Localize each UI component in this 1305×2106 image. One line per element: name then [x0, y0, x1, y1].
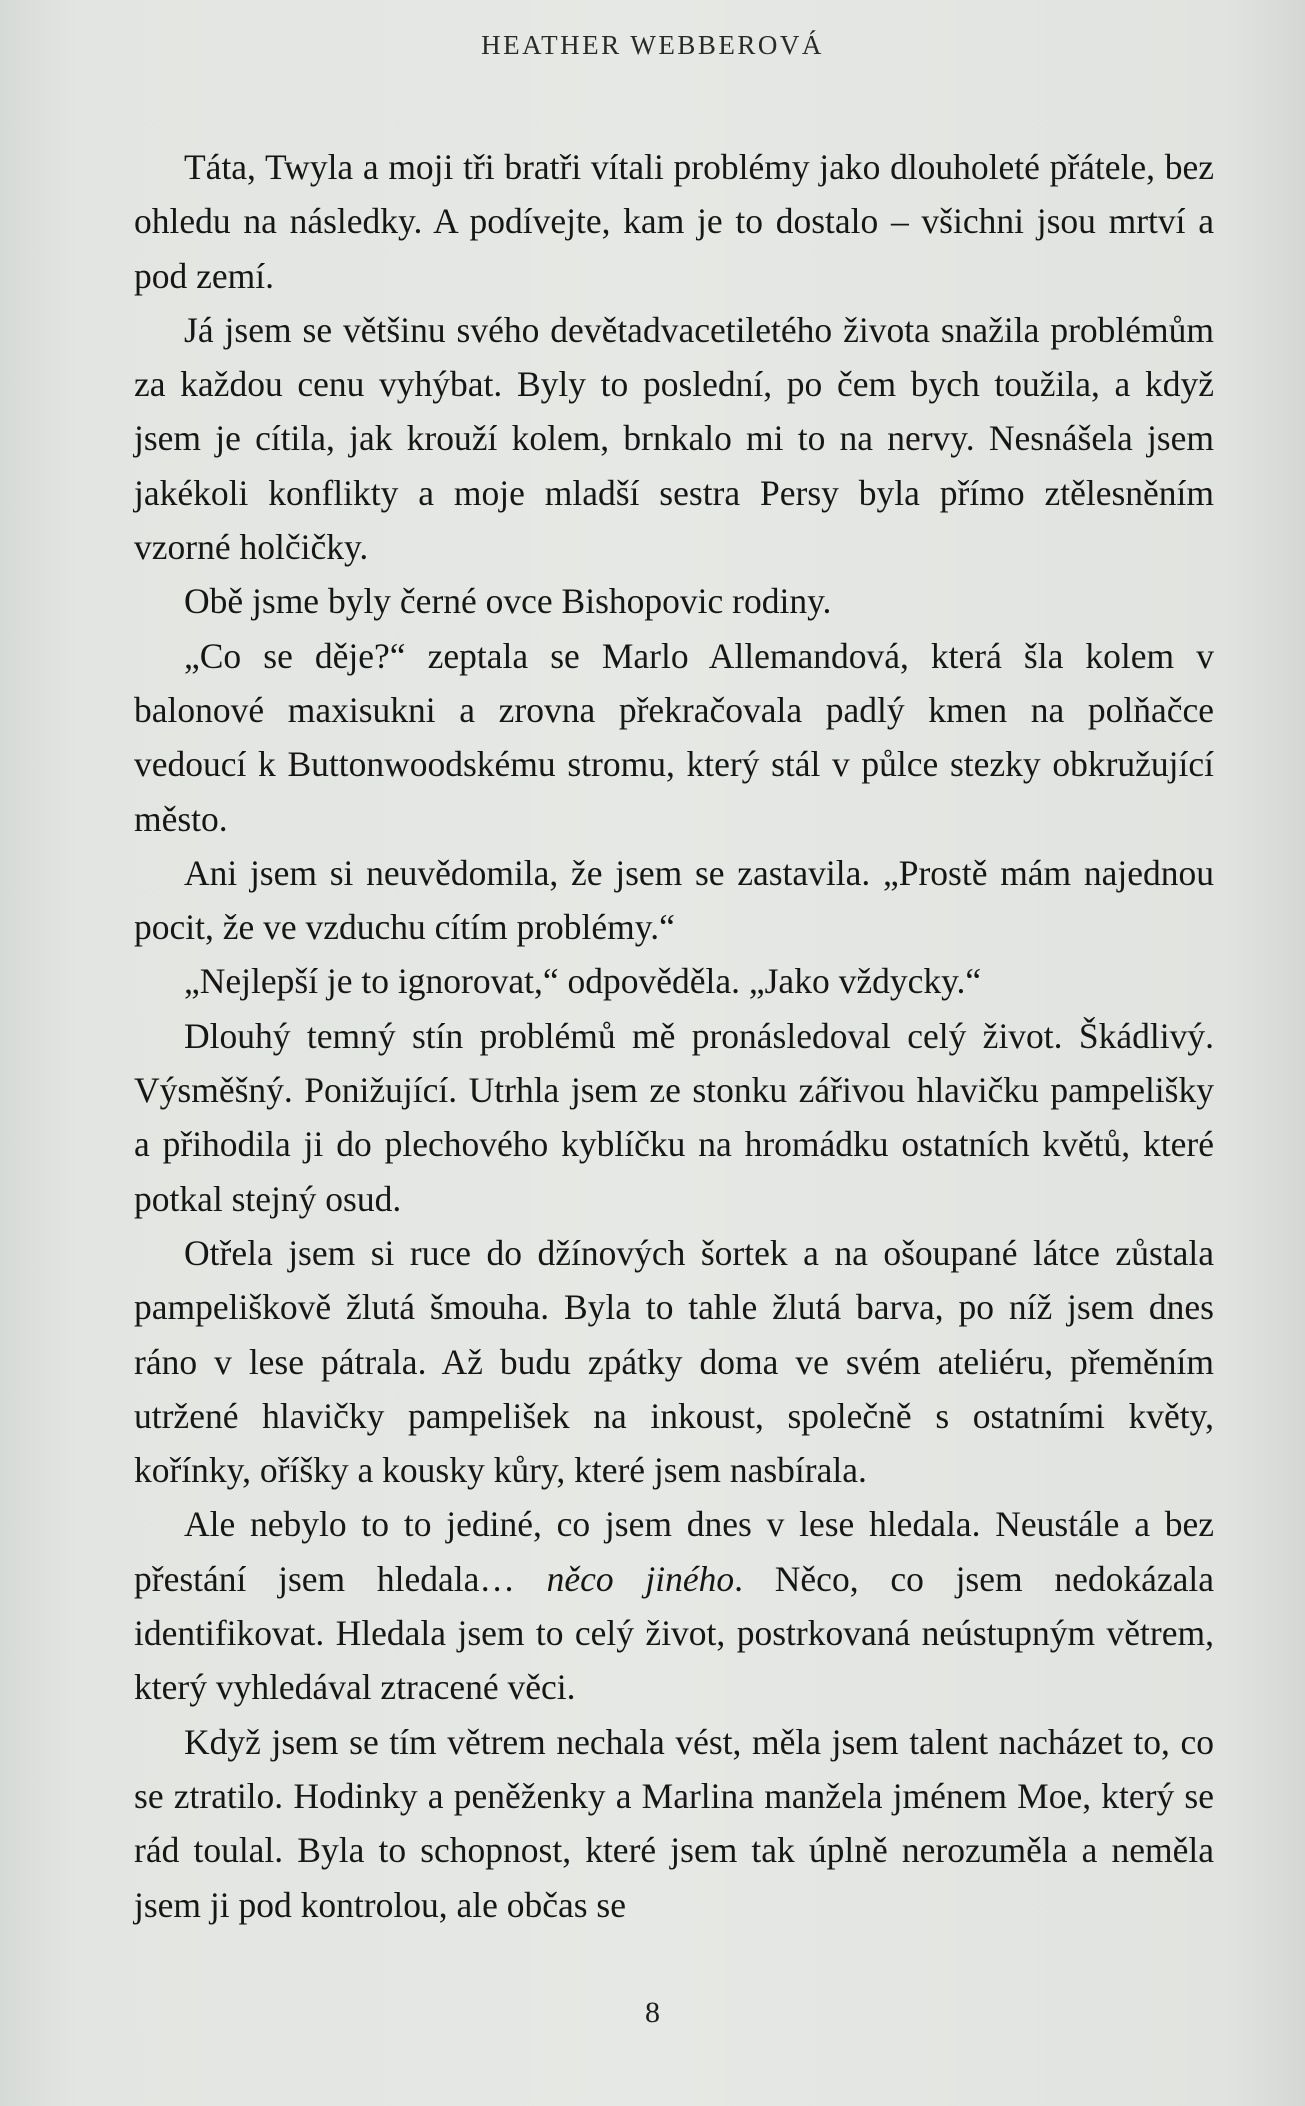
paragraph-6: „Nejlepší je to ignorovat,“ odpověděla. „Jako vždycky.“: [184, 961, 982, 1002]
running-head: HEATHER WEBBEROVÁ: [481, 30, 824, 60]
paragraph-9-text-before: Ale nebylo to to jediné, co jsem dnes v lese hledala. Neustále a bez přestání jsem hledala…: [134, 1504, 1214, 1599]
body-text: [134, 140, 1214, 1932]
paragraph-3: Obě jsme byly černé ovce Bishopovic rodiny.: [184, 581, 832, 622]
paragraph-1: Táta, Twyla a moji tři bratři vítali problémy jako dlouholeté přátele, bez ohledu na následky. A podívejte, kam je to dostalo – všichni jsou mrtví a pod zemí.: [134, 147, 1214, 296]
paragraph-7: Dlouhý temný stín problémů mě pronásledoval celý život. Škádlivý. Výsměšný. Ponižující. Utrhla jsem ze stonku zářivou hlavičku pampelišky a přihodila ji do plechového kyblíčku na hromádku ostatních květů, které potkal stejný osud.: [134, 1015, 1214, 1219]
paragraph-2: Já jsem se většinu svého devětadvacetiletého života snažila problémům za každou cenu vyhýbat. Byly to poslední, po čem bych toužila, a když jsem je cítila, jak krouží kolem, brnkalo mi to na nervy. Nesnášela jsem jakékoli konflikty a moje mladší sestra Persy byla přímo ztělesněním vzorné holčičky.: [134, 309, 1214, 568]
paragraph-9: [134, 1497, 1214, 1714]
paragraph-5: Ani jsem si neuvědomila, že jsem se zastavila. „Prostě mám najednou pocit, že ve vzduchu cítím problémy.“: [134, 852, 1214, 948]
page-number: 8: [645, 1996, 660, 2029]
paragraph-10: Když jsem se tím větrem nechala vést, měla jsem talent nacházet to, co se ztratilo. Hodinky a peněženky a Marlina manžela jménem Moe, který se rád toulal. Byla to schopnost, které jsem tak úplně nerozuměla a neměla jsem ji pod kontrolou, ale občas se: [134, 1721, 1214, 1925]
paragraph-9-emphasis: něco jiného: [546, 1558, 735, 1599]
paragraph-8: Otřela jsem si ruce do džínových šortek a na ošoupané látce zůstala pampeliškově žlutá šmouha. Byla to tahle žlutá barva, po níž jsem dnes ráno v lese pátrala. Až budu zpátky doma ve svém ateliéru, přeměním utržené hlavičky pampelišek na inkoust, společně s ostatními květy, kořínky, oříšky a kousky kůry, které jsem nasbírala.: [134, 1232, 1214, 1491]
paragraph-9-text-after: . Něco, co jsem nedokázala identifikovat. Hledala jsem to celý život, postrkovaná neústupným větrem, který vyhledával ztracené věci.: [134, 1558, 1215, 1708]
paragraph-4: „Co se děje?“ zeptala se Marlo Allemandová, která šla kolem v balonové maxisukni a zrovna překračovala padlý kmen na polňačce vedoucí k Buttonwoodskému stromu, který stál v půlce stezky obkružující město.: [134, 635, 1214, 839]
